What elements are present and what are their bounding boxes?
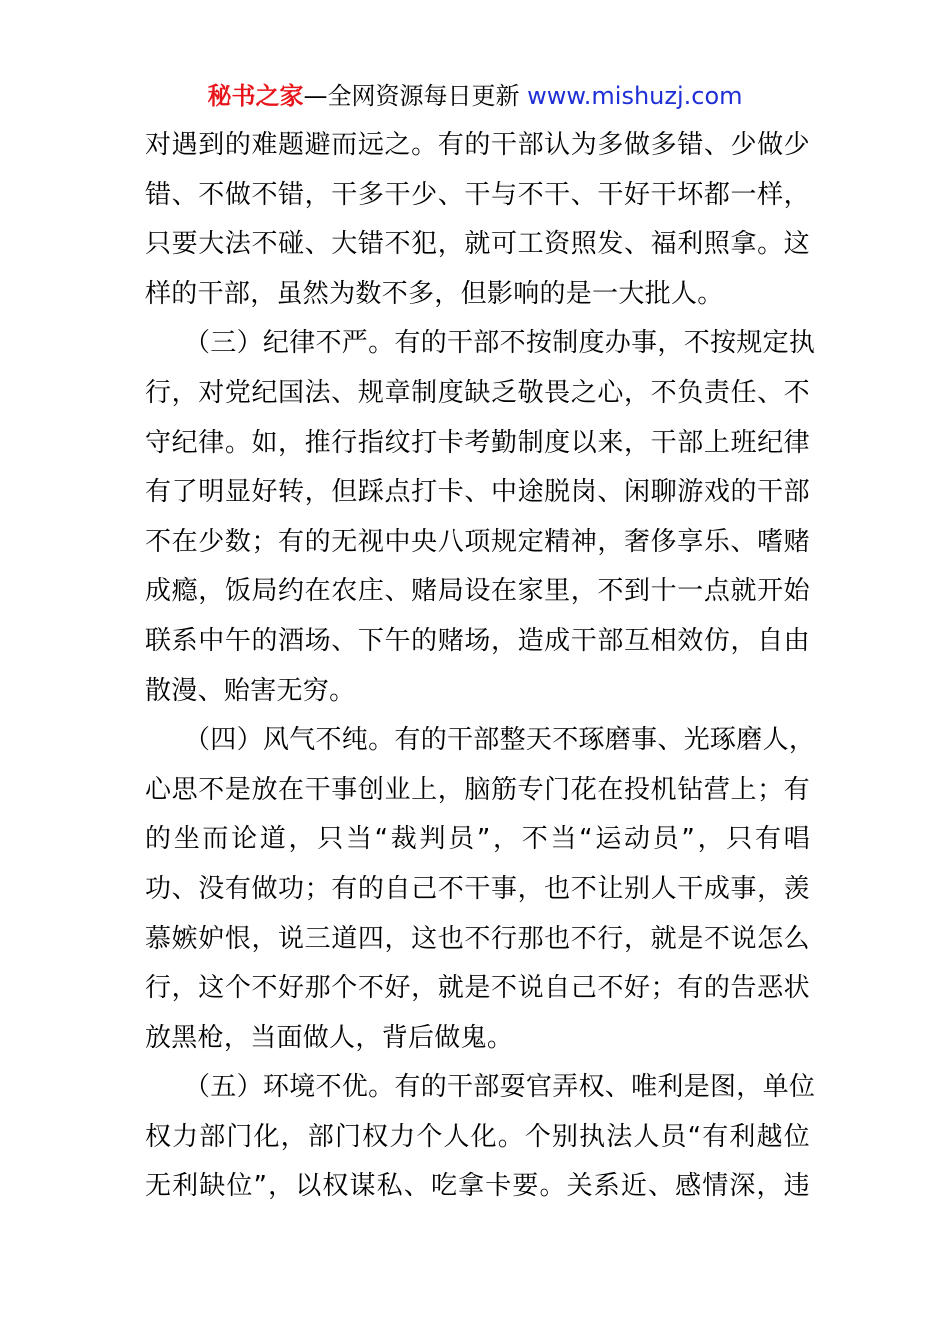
- section-heading-line: （三）纪律不严。有的干部不按制度办事，不按规定执: [184, 328, 816, 359]
- text-line: 行，对党纪国法、规章制度缺乏敬畏之心，不负责任、不: [145, 377, 810, 408]
- text-line: 功、没有做功；有的自己不干事，也不让别人干成事，羡: [145, 873, 810, 904]
- text-line: 成瘾，饭局约在农庄、赌局设在家里，不到十一点就开始: [145, 576, 810, 607]
- text-line: 无利缺位”，以权谋私、吃拿卡要。关系近、感情深，违: [145, 1171, 810, 1202]
- section-heading-line: （五）环境不优。有的干部耍官弄权、唯利是图，单位: [184, 1072, 816, 1103]
- text-line: 样的干部，虽然为数不多，但影响的是一大批人。: [145, 278, 724, 309]
- text-line: 错、不做不错，干多干少、干与不干、干好干坏都一样，: [145, 179, 810, 210]
- text-line: 权力部门化，部门权力个人化。个别执法人员“有利越位: [145, 1121, 810, 1152]
- text-line: 对遇到的难题避而远之。有的干部认为多做多错、少做少: [145, 130, 810, 160]
- document-body: [145, 121, 816, 1212]
- text-line: 守纪律。如，推行指纹打卡考勤制度以来，干部上班纪律: [145, 427, 810, 458]
- text-line: 联系中午的酒场、下午的赌场，造成干部互相效仿，自由: [145, 625, 810, 656]
- text-line: 放黑枪，当面做人，背后做鬼。: [145, 1022, 514, 1053]
- section-heading-line: （四）风气不纯。有的干部整天不琢磨事、光琢磨人，: [184, 725, 816, 756]
- site-tagline: —全网资源每日更新: [303, 82, 528, 110]
- text-line: 的坐而论道，只当“裁判员”，不当“运动员”，只有唱: [145, 824, 810, 855]
- site-brand: 秘书之家: [207, 82, 304, 110]
- text-line: 有了明显好转，但踩点打卡、中途脱岗、闲聊游戏的干部: [145, 477, 810, 508]
- text-line: 慕嫉妒恨，说三道四，这也不行那也不行，就是不说怎么: [145, 923, 810, 954]
- text-line: 只要大法不碰、大错不犯，就可工资照发、福利照拿。这: [145, 229, 810, 260]
- site-url-link[interactable]: www.mishuzj.com: [527, 82, 743, 110]
- text-line: 散漫、贻害无穷。: [145, 675, 356, 706]
- text-line: 行，这个不好那个不好，就是不说自己不好；有的告恶状: [145, 973, 810, 1004]
- text-line: 不在少数；有的无视中央八项规定精神，奢侈享乐、嗜赌: [145, 526, 810, 557]
- text-line: 心思不是放在干事创业上，脑筋专门花在投机钻营上；有: [145, 774, 810, 805]
- site-header: [0, 80, 950, 112]
